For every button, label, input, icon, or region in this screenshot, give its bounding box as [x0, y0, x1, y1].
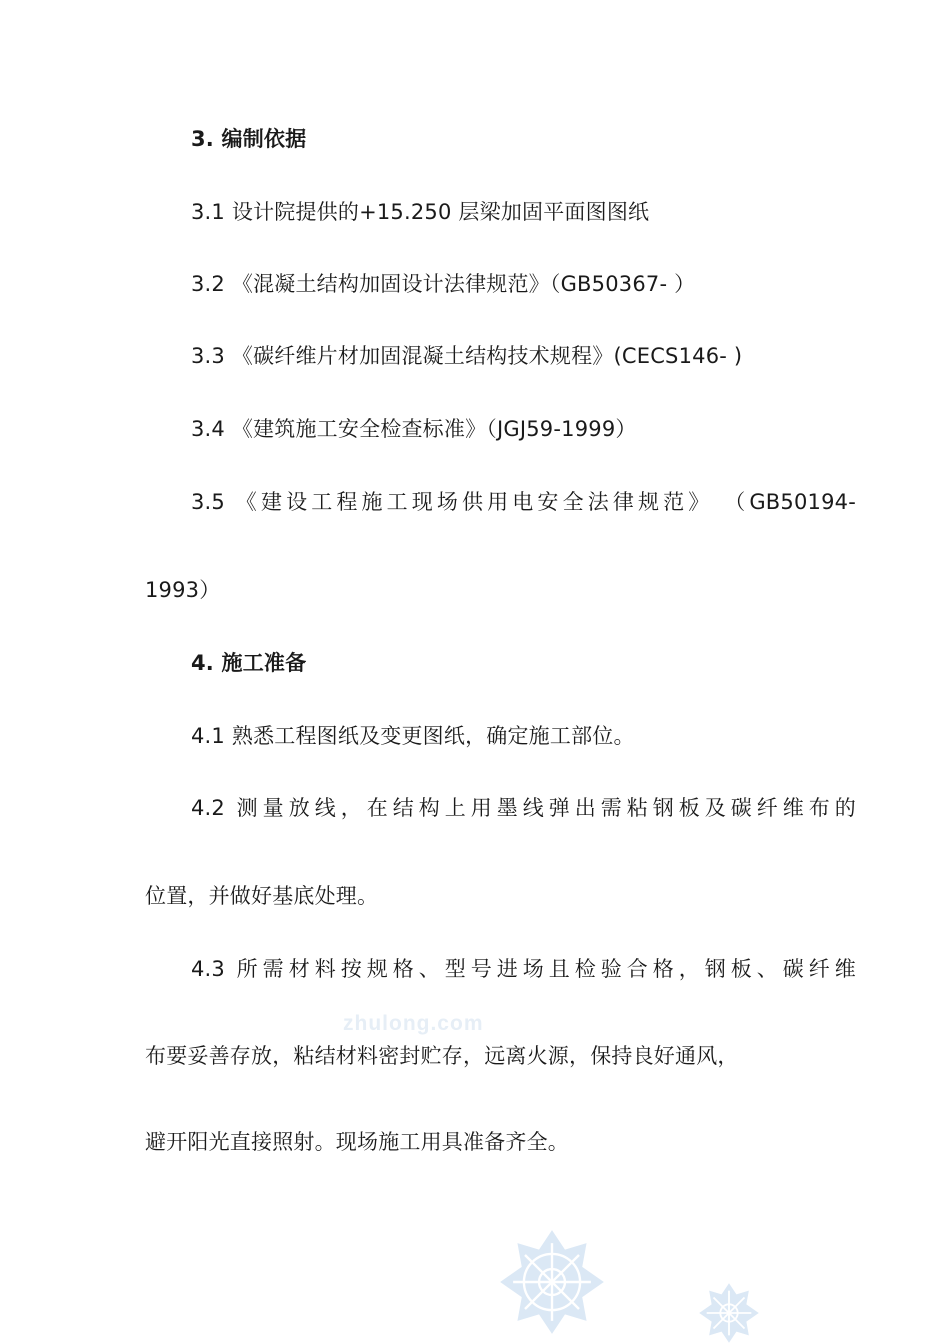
list-item-3-4: 3.4 《建筑施工安全检查标准》（JGJ59-1999）	[191, 417, 637, 441]
list-item-4-1: 4.1 熟悉工程图纸及变更图纸，确定施工部位。	[191, 724, 635, 748]
list-item-3-1: 3.1 设计院提供的+15.250 层梁加固平面图图纸	[191, 200, 650, 224]
list-item-4-3: 4.3 所需材料按规格、型号进场且检验合格，钢板、碳纤维	[191, 957, 856, 981]
section-heading-4: 4. 施工准备	[191, 651, 307, 675]
list-item-4-3-continued-2: 避开阳光直接照射。现场施工用具准备齐全。	[145, 1130, 569, 1154]
watermark-text: zhulong.com	[343, 1012, 484, 1035]
list-item-3-5-continued: 1993）	[145, 578, 221, 602]
list-item-4-3-continued-1: 布要妥善存放，粘结材料密封贮存，远离火源，保持良好通风，	[145, 1044, 739, 1068]
list-item-3-3: 3.3 《碳纤维片材加固混凝土结构技术规程》(CECS146- )	[191, 344, 743, 368]
list-item-4-2-continued: 位置，并做好基底处理。	[145, 884, 379, 908]
snowflake-icon	[498, 1228, 606, 1336]
list-item-3-5: 3.5 《建设工程施工现场供用电安全法律规范》 （GB50194-	[191, 490, 856, 514]
list-item-3-2: 3.2 《混凝土结构加固设计法律规范》（GB50367- ）	[191, 272, 696, 296]
section-heading-3: 3. 编制依据	[191, 127, 307, 151]
snowflake-icon	[696, 1282, 762, 1344]
list-item-4-2: 4.2 测量放线，在结构上用墨线弹出需粘钢板及碳纤维布的	[191, 796, 856, 820]
